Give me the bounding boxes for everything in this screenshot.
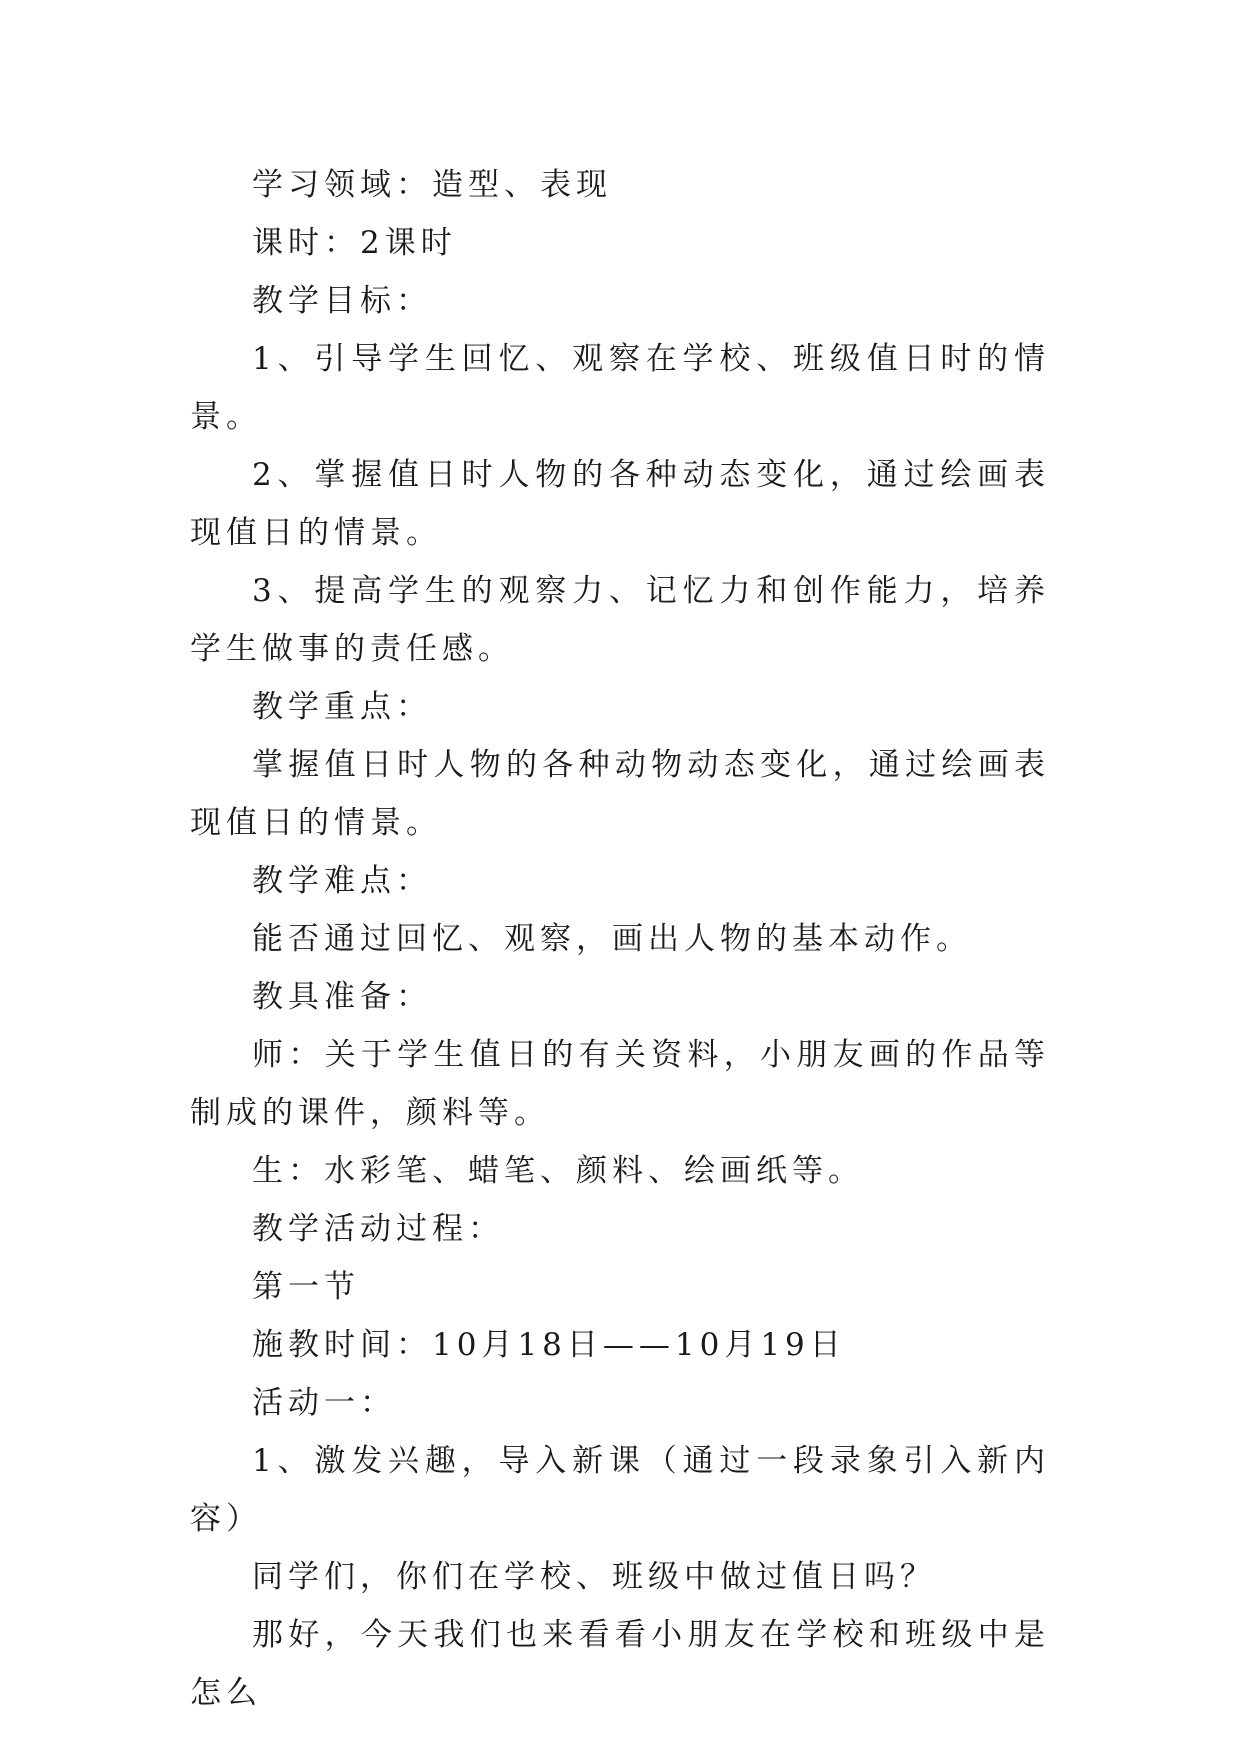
heading-difficulties: 教学难点：	[252, 863, 432, 899]
heading-activity-process: 教学活动过程：	[252, 1211, 504, 1247]
paragraph-learning-area: 学习领域：造型、表现	[252, 167, 612, 203]
paragraph-difficulties: 能否通过回忆、观察，画出人物的基本动作。	[252, 921, 972, 957]
paragraph-teaching-time: 施教时间：10月18日——10月19日	[252, 1327, 846, 1363]
paragraph-key-points: 掌握值日时人物的各种动物动态变化，通过绘画表现值日的情景。	[190, 747, 1050, 841]
paragraph-activity-step-1: 1、激发兴趣，导入新课（通过一段录象引入新内容）	[190, 1443, 1050, 1537]
heading-key-points: 教学重点：	[252, 689, 432, 725]
heading-teaching-goals: 教学目标：	[252, 283, 432, 319]
paragraph-teacher-aids: 师：关于学生值日的有关资料，小朋友画的作品等制成的课件，颜料等。	[190, 1037, 1050, 1131]
paragraph-goal-2: 2、掌握值日时人物的各种动态变化，通过绘画表现值日的情景。	[190, 457, 1050, 551]
paragraph-student-aids: 生：水彩笔、蜡笔、颜料、绘画纸等。	[252, 1153, 864, 1189]
heading-section-one: 第一节	[252, 1269, 360, 1305]
paragraph-class-hours: 课时：2课时	[252, 225, 457, 261]
paragraph-goal-1: 1、引导学生回忆、观察在学校、班级值日时的情景。	[190, 341, 1050, 435]
paragraph-goal-3: 3、提高学生的观察力、记忆力和创作能力，培养学生做事的责任感。	[190, 573, 1050, 667]
paragraph-continuation: 那好，今天我们也来看看小朋友在学校和班级中是怎么	[190, 1617, 1050, 1711]
heading-activity-one: 活动一：	[252, 1385, 396, 1421]
heading-teaching-aids: 教具准备：	[252, 979, 432, 1015]
paragraph-question: 同学们，你们在学校、班级中做过值日吗？	[252, 1559, 936, 1595]
document-body	[190, 156, 1050, 1722]
